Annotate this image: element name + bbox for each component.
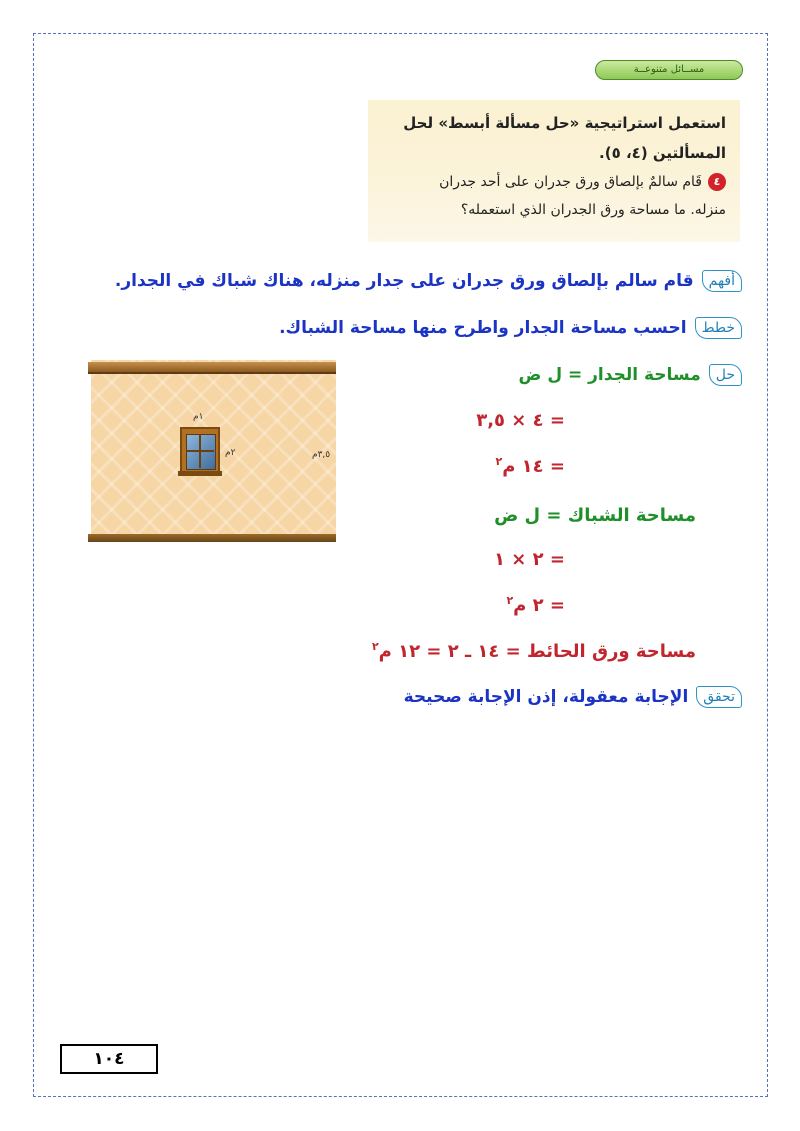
final-result-text: مساحة ورق الحائط = ١٤ ـ ٢ = ١٢ م <box>378 641 696 662</box>
final-result <box>372 640 696 662</box>
wall-calc-line2 <box>495 455 565 477</box>
window-illustration <box>180 427 220 475</box>
square-superscript: ٢ <box>495 455 503 468</box>
window-transom <box>186 450 214 452</box>
problem-instruction-line2: المسألتين (٤، ٥). <box>599 144 726 162</box>
wall-calc-line1: = ٤ × ٣,٥ <box>476 410 565 431</box>
step-understand <box>115 270 742 292</box>
square-superscript-3: ٢ <box>371 640 379 653</box>
step-plan <box>279 317 742 339</box>
window-height-label: ٢م <box>225 448 236 458</box>
square-superscript-2: ٢ <box>506 594 514 607</box>
understand-text: قام سالم بإلصاق ورق جدران على جدار منزله، هناك شباك في الجدار. <box>114 271 694 291</box>
window-width-label: ١م <box>193 412 204 422</box>
question-text-1: قَام سالمٌ بإلصاق ورق جدران على أحد جدران <box>439 174 702 190</box>
window-sill <box>178 471 222 476</box>
page-number: ١٠٤ <box>60 1044 158 1074</box>
wall-height-label: ٣,٥م <box>312 450 331 460</box>
question-number-badge: ٤ <box>708 173 726 191</box>
window-calc-value: = ٢ م <box>513 595 565 616</box>
plan-text: احسب مساحة الجدار واطرح منها مساحة الشباك. <box>279 318 687 338</box>
window-area-label: مساحة الشباك = ل ض <box>494 505 696 526</box>
tag-check: تحقق <box>696 686 742 708</box>
wall-bottom-molding <box>88 534 336 542</box>
tag-understand: أفهم <box>702 270 742 292</box>
tag-solve: حل <box>709 364 742 386</box>
wall-area-label: مساحة الجدار = ل ض <box>518 365 701 385</box>
question-line1 <box>378 168 726 196</box>
wall-top-molding <box>88 362 336 374</box>
window-calc-line2 <box>506 594 565 616</box>
check-text: الإجابة معقولة، إذن الإجابة صحيحة <box>403 687 689 707</box>
section-badge: مســائل متنوعــة <box>595 60 743 80</box>
wall-calc-value: = ١٤ م <box>502 456 565 477</box>
problem-instruction-line1: استعمل استراتيجية «حل مسألة أبسط» لحل <box>403 114 726 132</box>
question-line2: منزله. ما مساحة ورق الجدران الذي استعمله؟ <box>460 202 726 218</box>
window-calc-line1: = ٢ × ١ <box>494 549 565 570</box>
step-solve <box>519 364 742 386</box>
problem-box <box>368 100 740 242</box>
tag-plan: خطط <box>695 317 742 339</box>
step-check <box>404 686 742 708</box>
window-glass <box>186 434 216 470</box>
